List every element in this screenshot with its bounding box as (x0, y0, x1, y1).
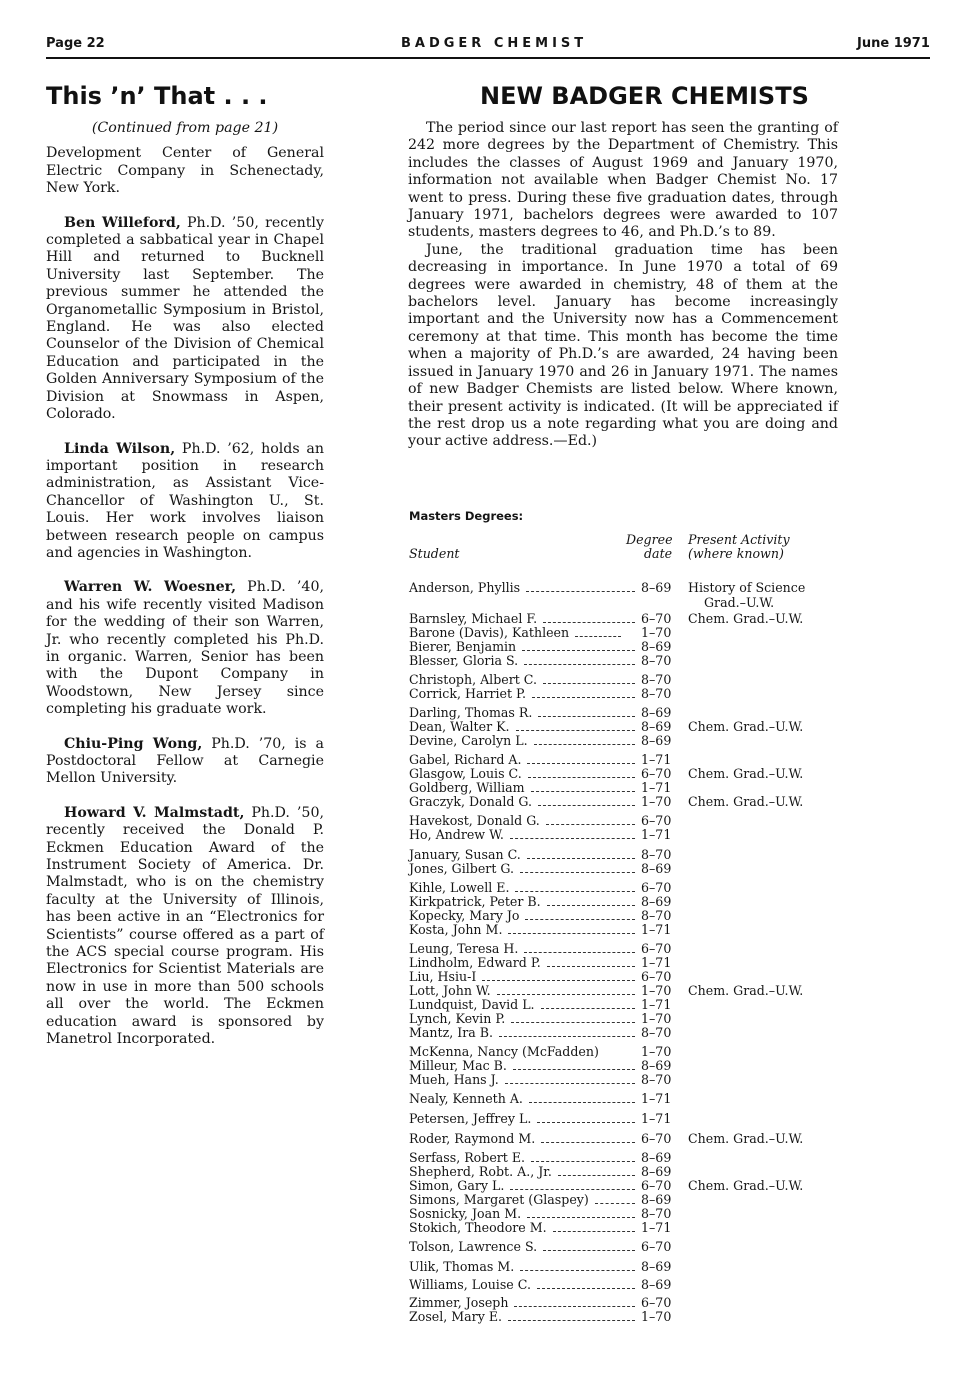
para-text: Ph.D. ’70, is a Postdoctoral Fellow at Carnegie Mellon University. (46, 735, 324, 787)
student-row (0, 923, 961, 937)
degree-date: 1–71 (641, 955, 672, 970)
leader-dots (538, 805, 635, 806)
student-name: Christoph, Albert C. (409, 672, 537, 687)
leader-dots (499, 1036, 635, 1037)
leader-dots (524, 952, 635, 953)
page-number: Page 22 (46, 36, 105, 51)
leader-dots (543, 683, 635, 684)
student-row (0, 781, 961, 795)
student-row (0, 881, 961, 895)
para-willeford (46, 215, 324, 424)
student-name: Dean, Walter K. (409, 719, 510, 734)
leader-dots (537, 1288, 635, 1289)
student-row (0, 1132, 961, 1146)
student-row (0, 1059, 961, 1073)
degree-date: 8–69 (641, 719, 672, 734)
degree-date: 8–70 (641, 653, 672, 668)
header-rule (46, 57, 930, 59)
degree-date: 1–70 (641, 983, 672, 998)
degree-date: 1–70 (641, 1011, 672, 1026)
degree-date: 6–70 (641, 1178, 672, 1193)
leader-dots (541, 1008, 635, 1009)
leader-dots (531, 1161, 635, 1162)
student-name: Darling, Thomas R. (409, 705, 533, 720)
student-row (0, 998, 961, 1012)
degree-date: 6–70 (641, 1131, 672, 1146)
present-activity: Chem. Grad.–U.W. (688, 1131, 804, 1146)
leader-dots (526, 591, 635, 592)
leader-dots (520, 872, 635, 873)
section-subheading: Masters Degrees: (409, 509, 524, 523)
leader-dots (528, 777, 635, 778)
student-row (0, 848, 961, 862)
student-row (0, 1165, 961, 1179)
student-row (0, 1207, 961, 1221)
leader-dots (525, 919, 635, 920)
student-row (0, 687, 961, 701)
leader-dots (529, 1102, 635, 1103)
degree-date: 6–70 (641, 1239, 672, 1254)
leader-dots (508, 1320, 635, 1321)
student-row (0, 612, 961, 626)
degree-date: 8–69 (641, 861, 672, 876)
degree-date: 8–70 (641, 1206, 672, 1221)
person-name: Chiu-Ping Wong, (64, 735, 203, 752)
student-row (0, 1296, 961, 1310)
degree-date: 8–69 (641, 1259, 672, 1274)
student-name: Barone (Davis), Kathleen (409, 625, 570, 640)
student-row (0, 828, 961, 842)
degree-date: 6–70 (641, 1295, 672, 1310)
student-row (0, 970, 961, 984)
leader-dots (558, 1175, 635, 1176)
student-row (0, 1073, 961, 1087)
student-row (0, 1092, 961, 1106)
leader-dots (541, 1142, 635, 1143)
degree-date: 8–69 (641, 1277, 672, 1292)
degree-date: 1–70 (641, 1044, 672, 1059)
student-name: Mueh, Hans J. (409, 1072, 499, 1087)
student-name: Lynch, Kevin P. (409, 1011, 506, 1026)
leader-dots (511, 1022, 635, 1023)
degree-date: 8–70 (641, 672, 672, 687)
degree-date: 8–69 (641, 705, 672, 720)
degree-date: 8–69 (641, 1192, 672, 1207)
student-name: Liu, Hsiu-I (409, 969, 477, 984)
student-name: Leung, Teresa H. (409, 941, 519, 956)
degree-date: 1–70 (641, 1309, 672, 1324)
para-text: Ph.D. ’50, recently completed a sabbatical year in Chapel Hill and returned to Bucknell University last September. The previous summer he attended the Organometallic Symposium in Bristol, England. He was also elected Counselor of the Division of Chemical Education and participated in the Golden Anniversary Symposium of the Division at Snowmass in Aspen, Colorado. (46, 214, 324, 423)
right-heading: NEW BADGER CHEMISTS (480, 82, 809, 110)
activity-continuation: Grad.–U.W. (704, 595, 775, 610)
para-text: Ph.D. ’50, recently received the Donald P. Eckmen Education Award of the Instrument Society of America. Dr. Malmstadt, who is on the chemistry faculty at the University of Illinois, has been active in an “Electronics for Scientists” course offered as a part of the ACS special course program. His Electronics for Scientist Materials are now in use in more than 500 schools all over the world. The Eckmen education award is sponsored by Manetrol Incorporated. (46, 804, 324, 1048)
present-activity: Chem. Grad.–U.W. (688, 719, 804, 734)
leader-dots (532, 697, 635, 698)
degree-date: 1–70 (641, 794, 672, 809)
degree-date: 1–71 (641, 1220, 672, 1235)
student-row (0, 814, 961, 828)
degree-date: 1–71 (641, 780, 672, 795)
student-name: Goldberg, William (409, 780, 525, 795)
person-name: Linda Wilson, (64, 440, 176, 457)
student-name: Bierer, Benjamin (409, 639, 517, 654)
issue-date: June 1971 (857, 36, 930, 51)
degree-date: 8–70 (641, 686, 672, 701)
student-name: Devine, Carolyn L. (409, 733, 528, 748)
student-row (0, 1278, 961, 1292)
student-name: McKenna, Nancy (McFadden) (409, 1044, 599, 1059)
student-name: Serfass, Robert E. (409, 1150, 526, 1165)
student-row (0, 581, 961, 595)
student-name: Simon, Gary L. (409, 1178, 505, 1193)
degree-date: 1–70 (641, 625, 672, 640)
intro-column (408, 120, 838, 451)
student-row (0, 734, 961, 748)
student-row (0, 942, 961, 956)
student-row (0, 984, 961, 998)
student-row (0, 895, 961, 909)
student-name: Anderson, Phyllis (409, 580, 521, 595)
degree-date: 1–71 (641, 922, 672, 937)
leader-dots (595, 1203, 635, 1204)
student-row (0, 1179, 961, 1193)
leader-dots (553, 1231, 635, 1232)
degree-date: 8–69 (641, 580, 672, 595)
student-name: Corrick, Harriet P. (409, 686, 526, 701)
student-name: Lindholm, Edward P. (409, 955, 541, 970)
degree-date: 8–69 (641, 1150, 672, 1165)
leader-dots (505, 1083, 635, 1084)
student-name: Blesser, Gloria S. (409, 653, 519, 668)
student-row (0, 1310, 961, 1324)
student-row (0, 1151, 961, 1165)
student-name: Ulik, Thomas M. (409, 1259, 515, 1274)
student-row (0, 767, 961, 781)
col-header-degree: Degree (626, 532, 673, 547)
leader-dots (524, 664, 635, 665)
student-row (0, 706, 961, 720)
student-row (0, 862, 961, 876)
student-row (0, 1260, 961, 1274)
student-row (0, 1112, 961, 1126)
leader-dots (497, 994, 635, 995)
student-row (0, 753, 961, 767)
student-name: Petersen, Jeffrey L. (409, 1111, 532, 1126)
leader-dots (508, 933, 635, 934)
student-row (0, 1193, 961, 1207)
student-row (0, 673, 961, 687)
present-activity: Chem. Grad.–U.W. (688, 1178, 804, 1193)
leader-dots (547, 966, 635, 967)
degree-date: 8–70 (641, 1025, 672, 1040)
degree-date: 6–70 (641, 880, 672, 895)
student-name: Zosel, Mary E. (409, 1309, 503, 1324)
student-name: Milleur, Mac B. (409, 1058, 507, 1073)
degree-date: 8–69 (641, 1164, 672, 1179)
degree-date: 8–69 (641, 733, 672, 748)
student-row (0, 956, 961, 970)
degree-date: 1–71 (641, 752, 672, 767)
continued-note: (Continued from page 21) (91, 120, 279, 136)
student-row (0, 1026, 961, 1040)
leader-dots (514, 1306, 635, 1307)
student-row (0, 626, 961, 640)
left-heading: This ’n’ That . . . (46, 82, 268, 110)
degree-date: 1–71 (641, 1091, 672, 1106)
student-row (0, 1221, 961, 1235)
leader-dots (543, 622, 635, 623)
student-name: Nealy, Kenneth A. (409, 1091, 523, 1106)
col-header-activity: Present Activity (688, 532, 790, 547)
degree-date: 8–69 (641, 639, 672, 654)
para-text: Ph.D. ’40, and his wife recently visited Madison for the wedding of their son Warren, Jr. who recently completed his Ph.D. in organic. Warren, Senior has been with the Dupont Company in Woodstown, New Jersey since completing his graduate work. (46, 579, 324, 718)
student-name: Ho, Andrew W. (409, 827, 504, 842)
leader-dots (543, 1250, 635, 1251)
para-text: Ph.D. ’62, holds an important position in research administration, as Assistant Vice-Chancellor of Washington U., St. Louis. Her work involves liaison between research people on campus and agencies in Washington. (46, 440, 325, 561)
student-row (0, 654, 961, 668)
present-activity: History of Science (688, 580, 806, 595)
student-name: Glasgow, Louis C. (409, 766, 522, 781)
degree-date: 8–69 (641, 894, 672, 909)
student-row (0, 909, 961, 923)
student-name: Tolson, Lawrence S. (409, 1239, 538, 1254)
present-activity: Chem. Grad.–U.W. (688, 983, 804, 998)
person-name: Warren W. Woesner, (64, 579, 237, 596)
para-text: Development Center of General Electric Company in Schenectady, New York. (46, 145, 324, 197)
student-row (0, 1012, 961, 1026)
para-wilson (46, 441, 324, 563)
student-name: Kirkpatrick, Peter B. (409, 894, 541, 909)
degree-date: 1–71 (641, 1111, 672, 1126)
student-name: Zimmer, Joseph (409, 1295, 509, 1310)
degree-date: 8–70 (641, 847, 672, 862)
person-name: Howard V. Malmstadt, (64, 804, 245, 821)
person-name: Ben Willeford, (64, 214, 181, 231)
student-name: Mantz, Ira B. (409, 1025, 493, 1040)
student-name: Simons, Margaret (Glaspey) (409, 1192, 589, 1207)
leader-dots (575, 636, 621, 637)
student-name: Kopecky, Mary Jo (409, 908, 520, 923)
para-continuation (46, 145, 324, 197)
student-name: Havekost, Donald G. (409, 813, 540, 828)
student-row (0, 795, 961, 809)
student-row (0, 1240, 961, 1254)
leader-dots (482, 980, 635, 981)
publication-title: BADGER CHEMIST (401, 36, 588, 51)
degree-date: 6–70 (641, 813, 672, 828)
intro-para-1: The period since our last report has seen the granting of 242 more degrees by the Department of Chemistry. This includes the classes of August 1969 and January 1970, information not available when Badger Chemist No. 17 went to press. During these five graduation dates, through January 1971, bachelors degrees were awarded to 107 students, masters degrees to 46, and Ph.D.’s to 89. (408, 120, 838, 241)
leader-dots (515, 891, 635, 892)
student-name: Graczyk, Donald G. (409, 794, 533, 809)
degree-date: 1–71 (641, 997, 672, 1012)
student-name: Barnsley, Michael F. (409, 611, 538, 626)
student-row (0, 640, 961, 654)
leader-dots (513, 1069, 635, 1070)
col-header-student: Student (409, 546, 460, 561)
present-activity: Chem. Grad.–U.W. (688, 611, 804, 626)
leader-dots (534, 744, 635, 745)
student-name: Williams, Louise C. (409, 1277, 531, 1292)
leader-dots (547, 905, 635, 906)
student-name: Shepherd, Robt. A., Jr. (409, 1164, 552, 1179)
student-row (0, 1045, 961, 1059)
student-name: Jones, Gilbert G. (409, 861, 514, 876)
student-name: Sosnicky, Joan M. (409, 1206, 522, 1221)
student-name: Kihle, Lowell E. (409, 880, 510, 895)
student-name: Stokich, Theodore M. (409, 1220, 547, 1235)
leader-dots (527, 763, 635, 764)
leader-dots (546, 824, 635, 825)
leader-dots (527, 858, 635, 859)
student-name: Gabel, Richard A. (409, 752, 522, 767)
student-name: Kosta, John M. (409, 922, 503, 937)
leader-dots (520, 1270, 635, 1271)
student-row (0, 720, 961, 734)
degree-date: 8–69 (641, 1058, 672, 1073)
present-activity: Chem. Grad.–U.W. (688, 794, 804, 809)
col-header-known: (where known) (688, 546, 784, 561)
degree-date: 1–71 (641, 827, 672, 842)
degree-date: 6–70 (641, 969, 672, 984)
student-name: Lott, John W. (409, 983, 491, 998)
col-header-date: date (644, 546, 673, 561)
leader-dots (537, 1122, 635, 1123)
student-name: January, Susan C. (409, 847, 521, 862)
degree-date: 6–70 (641, 766, 672, 781)
leader-dots (510, 838, 635, 839)
leader-dots (516, 730, 635, 731)
leader-dots (531, 791, 635, 792)
degree-date: 6–70 (641, 611, 672, 626)
degree-date: 6–70 (641, 941, 672, 956)
degree-date: 8–70 (641, 908, 672, 923)
student-name: Roder, Raymond M. (409, 1131, 536, 1146)
leader-dots (527, 1217, 635, 1218)
present-activity: Chem. Grad.–U.W. (688, 766, 804, 781)
degree-date: 8–70 (641, 1072, 672, 1087)
leader-dots (510, 1189, 635, 1190)
student-name: Lundquist, David L. (409, 997, 535, 1012)
leader-dots (538, 716, 635, 717)
leader-dots (522, 650, 635, 651)
intro-para-2: June, the traditional graduation time has been decreasing in importance. In June 1970 a total of 69 degrees were awarded in chemistry, 48 of them at the bachelors level. January has become increasingly important and the University now has a Commencement ceremony at that time. This month has become the time when a majority of Ph.D.’s are awarded, 24 having been issued in January 1970 and 26 in January 1971. The names of new Badger Chemists are listed below. Where known, their present activity is indicated. (It will be appreciated if the rest drop us a note regarding what you are doing and your active address.—Ed.) (408, 241, 838, 450)
